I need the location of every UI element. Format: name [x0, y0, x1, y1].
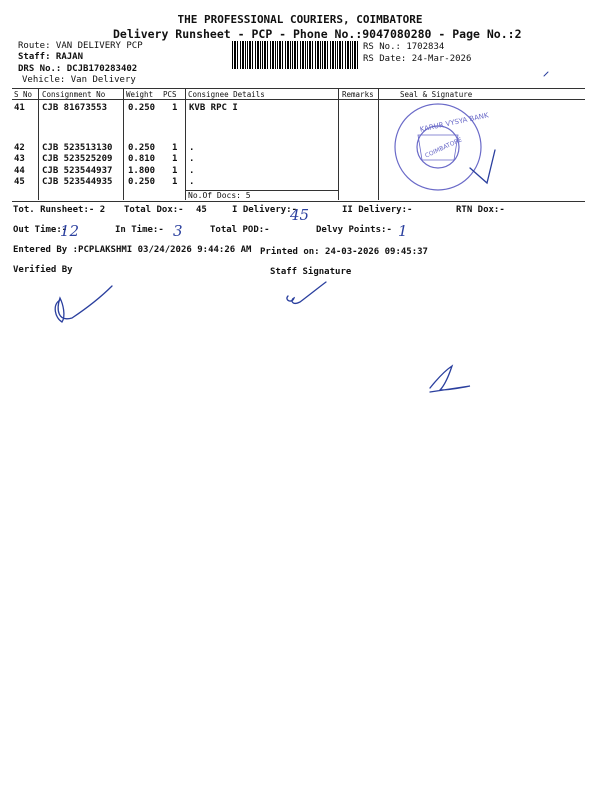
table-row-weight: 1.800: [128, 166, 156, 176]
table-row-consignment: CJB 523513130: [42, 143, 113, 153]
total-pod-label: Total POD:-: [210, 225, 270, 235]
table-row-consignee: KVB RPC I: [189, 103, 238, 113]
table-row-consignment: CJB 523525209: [42, 154, 113, 164]
hw-out-time: 12: [60, 222, 80, 240]
staff-label: Staff: RAJAN: [18, 52, 84, 62]
hw-i-delivery: 45: [290, 206, 310, 224]
table-row-sno: 42: [14, 143, 25, 153]
ii-delivery-label: II Delivery:-: [342, 205, 413, 215]
table-row-consignee: .: [189, 143, 195, 153]
table-row-sno: 43: [14, 154, 25, 164]
entered-by: Entered By :PCPLAKSHMI 03/24/2026 9:44:26 AM: [13, 245, 252, 255]
table-row-consignment: CJB 523544935: [42, 177, 113, 187]
seal-signature: [470, 150, 495, 183]
delvy-points-label: Delvy Points:-: [316, 225, 392, 235]
table-row-weight: 0.250: [128, 143, 156, 153]
table-row-pcs: 1: [172, 154, 178, 164]
table-row-consignee: .: [189, 177, 195, 187]
table-row-sno: 45: [14, 177, 25, 187]
i-delivery-label: I Delivery:-: [232, 205, 298, 215]
vehicle-label: Vehicle: Van Delivery: [22, 75, 136, 85]
header-sno: S No: [14, 90, 33, 99]
table-row-weight: 0.250: [128, 177, 156, 187]
out-time-label: Out Time:-: [13, 225, 68, 235]
runsheet-subtitle: Delivery Runsheet - PCP - Phone No.:9047080280 - Page No.:2: [113, 27, 522, 41]
table-row-sno: 41: [14, 103, 25, 113]
staff-signature: [287, 282, 326, 303]
table-row-pcs: 1: [172, 103, 178, 113]
header-remarks: Remarks: [342, 90, 374, 99]
in-time-label: In Time:-: [115, 225, 164, 235]
verified-by-label: Verified By: [13, 265, 73, 275]
stamp-inner-text: COIMBATORE: [424, 136, 464, 160]
margin-signature: [430, 366, 470, 392]
table-row-pcs: 1: [172, 143, 178, 153]
drs-number: DRS No.: DCJB170283402: [18, 64, 138, 74]
hw-in-time: 3: [173, 222, 183, 240]
total-dox-label: Total Dox:-: [124, 205, 184, 215]
printed-on: Printed on: 24-03-2026 09:45:37: [260, 247, 428, 257]
total-dox-value: 45: [196, 205, 207, 215]
header-consignment: Consignment No: [42, 90, 106, 99]
no-of-docs: No.Of Docs: 5: [188, 191, 251, 200]
route-label: Route: VAN DELIVERY PCP: [18, 41, 143, 51]
staff-signature-label: Staff Signature: [270, 267, 352, 277]
table-row-sno: 44: [14, 166, 25, 176]
stamp-outer-text: KARUR VYSYA BANK: [419, 111, 490, 134]
table-row-consignee: .: [189, 166, 195, 176]
header-weight: Weight: [126, 90, 154, 99]
table-row-consignee: .: [189, 154, 195, 164]
table-row-consignment: CJB 523544937: [42, 166, 113, 176]
table-row-weight: 0.810: [128, 154, 156, 164]
rtn-dox-label: RTN Dox:-: [456, 205, 505, 215]
rs-number: RS No.: 1702834: [363, 42, 445, 52]
header-pcs: PCS: [163, 90, 177, 99]
table-row-weight: 0.250: [128, 103, 156, 113]
bank-stamp: [395, 104, 490, 190]
company-title: THE PROFESSIONAL COURIERS, COIMBATORE: [177, 13, 423, 26]
tot-runsheet: Tot. Runsheet:- 2: [13, 205, 106, 215]
table-row-pcs: 1: [172, 166, 178, 176]
header-consignee: Consignee Details: [188, 90, 265, 99]
rs-date: RS Date: 24-Mar-2026: [363, 54, 472, 64]
tick-mark: [544, 72, 548, 76]
table-row-pcs: 1: [172, 177, 178, 187]
header-seal: Seal & Signature: [400, 90, 473, 99]
hw-delvy-points: 1: [398, 222, 408, 240]
table-row-consignment: CJB 81673553: [42, 103, 108, 113]
verified-by-signature: [55, 286, 112, 322]
